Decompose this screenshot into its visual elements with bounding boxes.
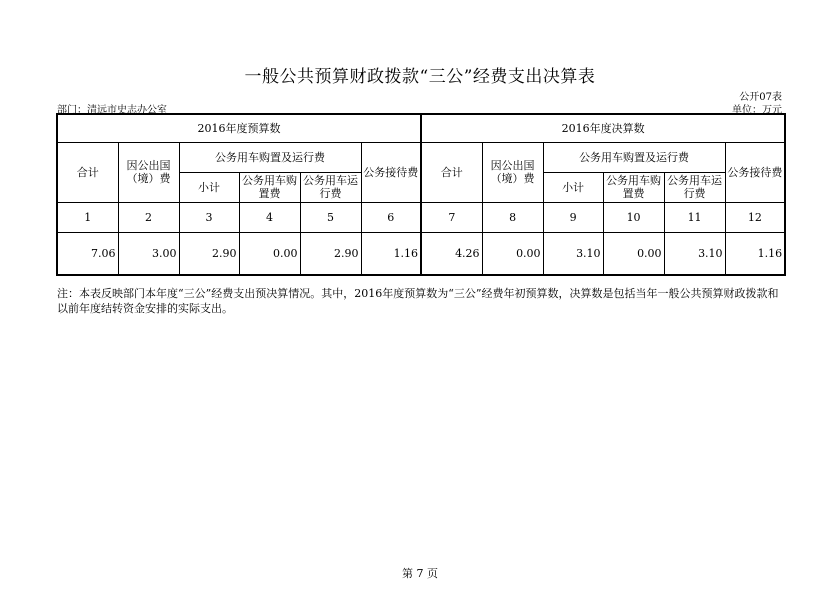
final-vehicle-group-header: 公务用车购置及运行费 [543, 142, 725, 172]
col-number: 1 [57, 202, 118, 232]
col-number: 11 [664, 202, 725, 232]
final-subtotal-header: 小计 [543, 172, 603, 202]
col-number: 7 [421, 202, 482, 232]
unit-label: 单位：万元 [732, 105, 782, 116]
table-note: 注：本表反映部门本年度“三公”经费支出预决算情况。其中，2016年度预算数为“三公”经费年初预算数，决算数是包括当年一般公共预算财政拨款和以前年度结转资金安排的实际支出。 [57, 287, 779, 315]
col-number: 12 [725, 202, 785, 232]
value-cell: 0.00 [239, 232, 300, 275]
final-vehicle-purchase-header: 公务用车购置费 [603, 172, 664, 202]
budget-vehicle-operation-header: 公务用车运行费 [300, 172, 361, 202]
value-cell: 4.26 [421, 232, 482, 275]
final-reception-header: 公务接待费 [725, 142, 785, 202]
expenditure-table [56, 113, 786, 276]
col-number: 8 [482, 202, 543, 232]
col-number: 4 [239, 202, 300, 232]
column-number-row [57, 202, 785, 232]
value-cell: 1.16 [361, 232, 421, 275]
budget-vehicle-purchase-header: 公务用车购置费 [239, 172, 300, 202]
value-row [57, 232, 785, 275]
value-cell: 7.06 [57, 232, 118, 275]
col-number: 2 [118, 202, 179, 232]
value-cell: 2.90 [300, 232, 361, 275]
col-number: 9 [543, 202, 603, 232]
col-number: 5 [300, 202, 361, 232]
value-cell: 3.10 [664, 232, 725, 275]
final-abroad-header: 因公出国（境）费 [482, 142, 543, 202]
budget-total-header: 合计 [57, 142, 118, 202]
value-cell: 1.16 [725, 232, 785, 275]
col-number: 3 [179, 202, 239, 232]
page-title: 一般公共预算财政拨款“三公”经费支出决算表 [244, 67, 596, 87]
value-cell: 0.00 [482, 232, 543, 275]
final-total-header: 合计 [421, 142, 482, 202]
value-cell: 0.00 [603, 232, 664, 275]
value-cell: 3.00 [118, 232, 179, 275]
value-cell: 3.10 [543, 232, 603, 275]
final-group-header: 2016年度决算数 [421, 114, 785, 142]
budget-reception-header: 公务接待费 [361, 142, 421, 202]
budget-group-header: 2016年度预算数 [57, 114, 421, 142]
final-vehicle-operation-header: 公务用车运行费 [664, 172, 725, 202]
department-label: 部门：清远市史志办公室 [57, 105, 167, 116]
col-number: 10 [603, 202, 664, 232]
value-cell: 2.90 [179, 232, 239, 275]
form-code: 公开07表 [739, 92, 782, 103]
page-number: 第 7 页 [402, 567, 438, 580]
budget-abroad-header: 因公出国（境）费 [118, 142, 179, 202]
col-number: 6 [361, 202, 421, 232]
budget-subtotal-header: 小计 [179, 172, 239, 202]
budget-vehicle-group-header: 公务用车购置及运行费 [179, 142, 361, 172]
